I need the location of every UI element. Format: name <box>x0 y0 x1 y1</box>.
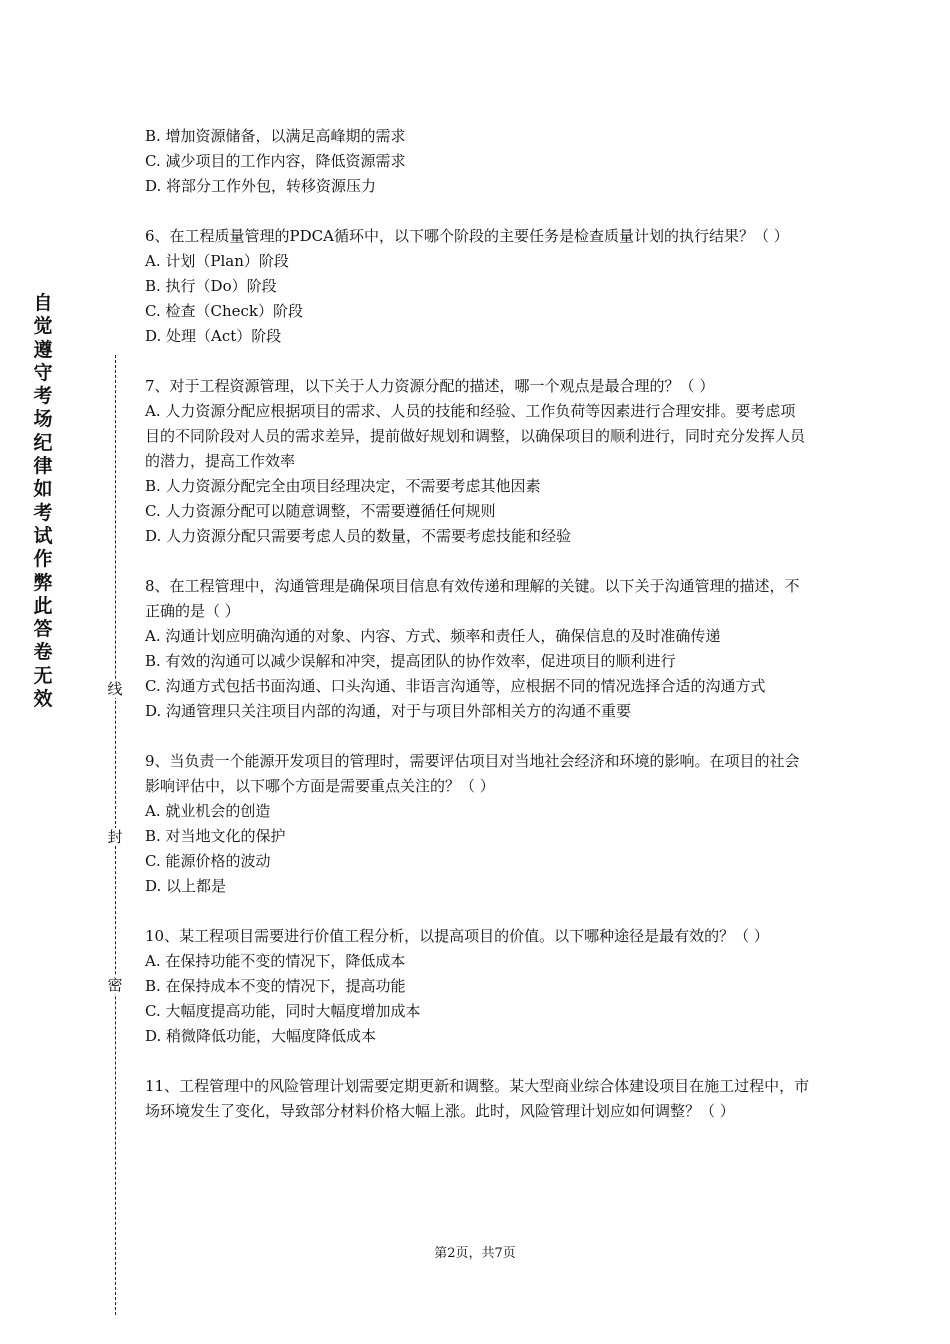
question-text: 11、工程管理中的风险管理计划需要定期更新和调整。某大型商业综合体建设项目在施工过程中，市场环境发生了变化，导致部分材料价格大幅上涨。此时，风险管理计划应如何调整？（ ） <box>145 1077 810 1120</box>
page-number: 第2页，共7页 <box>434 1246 516 1261</box>
option: C. 大幅度提高功能，同时大幅度增加成本 <box>145 1002 421 1020</box>
question-content <box>145 124 810 1124</box>
option: A. 就业机会的创造 <box>145 802 271 820</box>
option: D. 沟通管理只关注项目内部的沟通，对于与项目外部相关方的沟通不重要 <box>145 702 632 720</box>
question-text: 9、当负责一个能源开发项目的管理时，需要评估项目对当地社会经济和环境的影响。在项目的社会影响评估中，以下哪个方面是需要重点关注的？（ ） <box>145 752 800 795</box>
option: D. 处理（Act）阶段 <box>145 327 282 345</box>
binding-mark-seal: 封 <box>104 828 126 846</box>
option: D. 稍微降低功能，大幅度降低成本 <box>145 1027 377 1045</box>
option: C. 能源价格的波动 <box>145 852 271 870</box>
question-9 <box>145 749 810 899</box>
question-7 <box>145 374 810 549</box>
binding-mark-line: 线 <box>104 680 126 698</box>
option: B. 增加资源储备，以满足高峰期的需求 <box>145 127 406 145</box>
option: B. 有效的沟通可以减少误解和冲突，提高团队的协作效率，促进项目的顺利进行 <box>145 652 676 670</box>
option: C. 减少项目的工作内容，降低资源需求 <box>145 152 406 170</box>
option: A. 计划（Plan）阶段 <box>145 252 289 270</box>
option: D. 人力资源分配只需要考虑人员的数量，不需要考虑技能和经验 <box>145 527 572 545</box>
option: D. 将部分工作外包，转移资源压力 <box>145 177 377 195</box>
option: C. 沟通方式包括书面沟通、口头沟通、非语言沟通等，应根据不同的情况选择合适的沟通方式 <box>145 677 766 695</box>
option: D. 以上都是 <box>145 877 227 895</box>
question-text: 10、某工程项目需要进行价值工程分析，以提高项目的价值。以下哪种途径是最有效的？（ ） <box>145 927 769 945</box>
question-11 <box>145 1074 810 1124</box>
option: B. 对当地文化的保护 <box>145 827 286 845</box>
carryover-options <box>145 124 810 199</box>
question-8 <box>145 574 810 724</box>
question-text: 8、在工程管理中，沟通管理是确保项目信息有效传递和理解的关键。以下关于沟通管理的描述，不正确的是（ ） <box>145 577 800 620</box>
option: A. 人力资源分配应根据项目的需求、人员的技能和经验、工作负荷等因素进行合理安排。要考虑项目的不同阶段对人员的需求差异，提前做好规划和调整，以确保项目的顺利进行，同时充分发挥人员的潜力，提高工作效率 <box>145 402 806 470</box>
option: B. 人力资源分配完全由项目经理决定，不需要考虑其他因素 <box>145 477 541 495</box>
question-text: 6、在工程质量管理的PDCA循环中，以下哪个阶段的主要任务是检查质量计划的执行结果？（ ） <box>145 227 789 245</box>
question-6 <box>145 224 810 349</box>
option: C. 检查（Check）阶段 <box>145 302 303 320</box>
exam-discipline-notice: 自觉遵守考场纪律如考试作弊此答卷无效 <box>33 292 53 711</box>
question-text: 7、对于工程资源管理，以下关于人力资源分配的描述，哪一个观点是最合理的？（ ） <box>145 377 715 395</box>
option: C. 人力资源分配可以随意调整，不需要遵循任何规则 <box>145 502 496 520</box>
question-10 <box>145 924 810 1049</box>
option: B. 执行（Do）阶段 <box>145 277 277 295</box>
binding-mark-secret: 密 <box>104 976 126 994</box>
option: B. 在保持成本不变的情况下，提高功能 <box>145 977 406 995</box>
option: A. 在保持功能不变的情况下，降低成本 <box>145 952 406 970</box>
option: A. 沟通计划应明确沟通的对象、内容、方式、频率和责任人，确保信息的及时准确传递 <box>145 627 721 645</box>
